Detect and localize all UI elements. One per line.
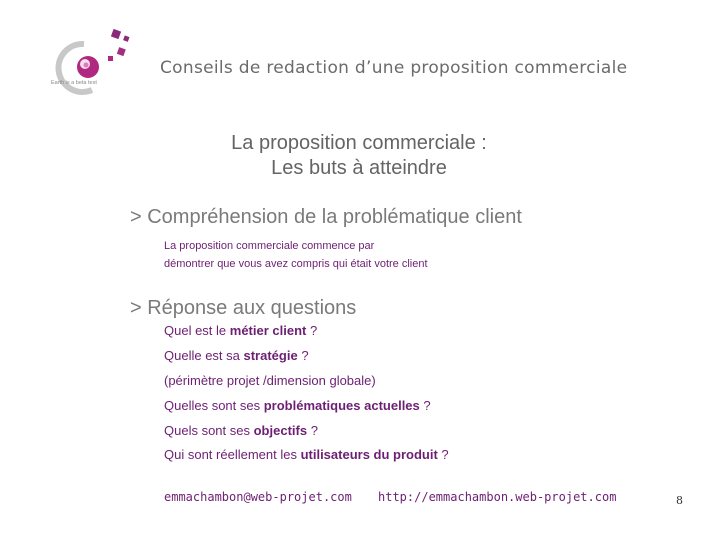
- question-suffix: ?: [437, 447, 449, 462]
- question-item: [164, 447, 449, 462]
- question-item: [164, 398, 431, 413]
- question-bold: problématiques actuelles: [263, 398, 420, 413]
- question-item: [164, 348, 309, 363]
- question-suffix: ?: [297, 348, 309, 363]
- question-bold: métier client: [229, 323, 307, 338]
- section1-body-line2: démontrer que vous avez compris qui était votre client: [164, 258, 428, 270]
- question-text: (périmètre projet /dimension globale): [164, 373, 376, 388]
- slide-title-line2: Les buts à atteindre: [271, 157, 447, 179]
- header-title: Conseils de redaction d’une proposition commerciale: [160, 58, 628, 78]
- section1-body-line1: La proposition commerciale commence par: [164, 240, 375, 252]
- footer-url-link[interactable]: http://emmachambon.web-projet.com: [378, 490, 617, 504]
- question-item: [164, 323, 317, 338]
- logo: [40, 22, 140, 100]
- question-suffix: ?: [306, 323, 318, 338]
- question-bold: utilisateurs du produit: [300, 447, 438, 462]
- question-suffix: ?: [307, 423, 318, 438]
- slide-title-line1: La proposition commerciale :: [231, 132, 487, 154]
- footer-email-link[interactable]: emmachambon@web-projet.com: [164, 490, 352, 504]
- question-text: Quelles sont ses: [164, 398, 264, 413]
- section1-heading: > Compréhension de la problématique client: [130, 206, 522, 228]
- logo-tagline: Earth is a beta test: [51, 80, 97, 86]
- question-bold: objectifs: [253, 423, 308, 438]
- question-item: [164, 423, 318, 438]
- slide-title: [160, 131, 558, 181]
- question-text: Quelle est sa: [164, 348, 244, 363]
- question-suffix: ?: [419, 398, 431, 413]
- question-text: Quel est le: [164, 323, 230, 338]
- page-number: 8: [676, 494, 683, 507]
- section2-heading: > Réponse aux questions: [130, 297, 357, 319]
- question-text: Quels sont ses: [164, 423, 254, 438]
- question-bold: stratégie: [243, 348, 298, 363]
- question-text: Qui sont réellement les: [164, 447, 301, 462]
- question-item: [164, 373, 376, 388]
